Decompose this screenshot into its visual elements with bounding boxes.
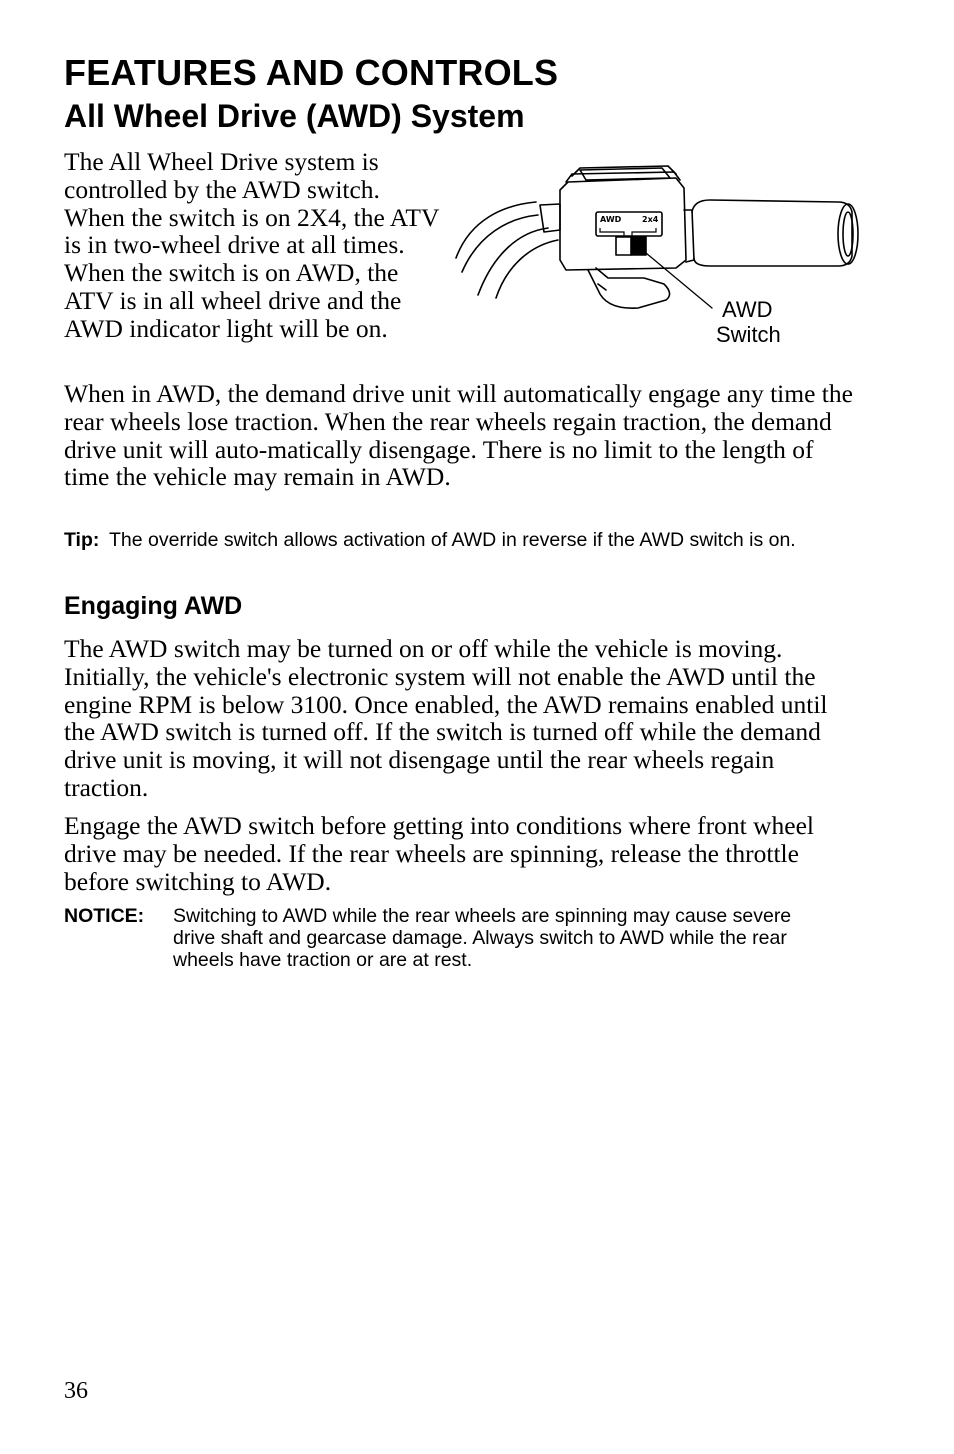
- switch-label-2x4: 2x4: [642, 215, 659, 224]
- figure-callout-switch: Switch: [716, 322, 781, 347]
- tip-label: Tip:: [64, 529, 100, 551]
- engaging-paragraph-2: Engage the AWD switch before getting into conditions where front wheel drive may be needed. If the rear wheels are spinning, release the throttle before switching to AWD.: [64, 811, 814, 896]
- page-number: 36: [64, 1378, 88, 1404]
- intro-paragraph: The All Wheel Drive system is controlled by the AWD switch. When the switch is on 2X4, the ATV is in two-wheel drive at all times. When the switch is on AWD, the ATV is in all wheel drive and the AWD indicator light will be on.: [64, 147, 439, 343]
- notice-label: NOTICE:: [64, 905, 145, 927]
- engaging-awd-heading: Engaging AWD: [64, 592, 243, 620]
- tip-text: The override switch allows activation of AWD in reverse if the AWD switch is on.: [109, 529, 796, 551]
- subsection-title: All Wheel Drive (AWD) System: [64, 98, 525, 134]
- notice-text: Switching to AWD while the rear wheels are spinning may cause severe drive shaft and gearcase damage. Always switch to AWD while the rear wheels have traction or are at rest.: [173, 905, 792, 971]
- switch-label-awd: AWD: [600, 215, 622, 224]
- section-title: FEATURES AND CONTROLS: [64, 52, 559, 93]
- figure-callout-awd: AWD: [722, 297, 773, 322]
- engaging-paragraph-1: The AWD switch may be turned on or off while the vehicle is moving. Initially, the vehicle's electronic system will not enable the AWD until the engine RPM is below 3100. Once enabled, the AWD remains enabled until the AWD switch is turned off. If the switch is turned off while the demand drive unit is moving, it will not disengage until the rear wheels regain traction.: [64, 634, 828, 802]
- handlebar-awd-switch-illustration: [448, 160, 868, 360]
- awd-paragraph: When in AWD, the demand drive unit will automatically engage any time the rear wheels lose traction. When the rear wheels regain traction, the demand drive unit will auto-matically disengage. There is no limit to the length of time the vehicle may remain in AWD.: [64, 379, 853, 492]
